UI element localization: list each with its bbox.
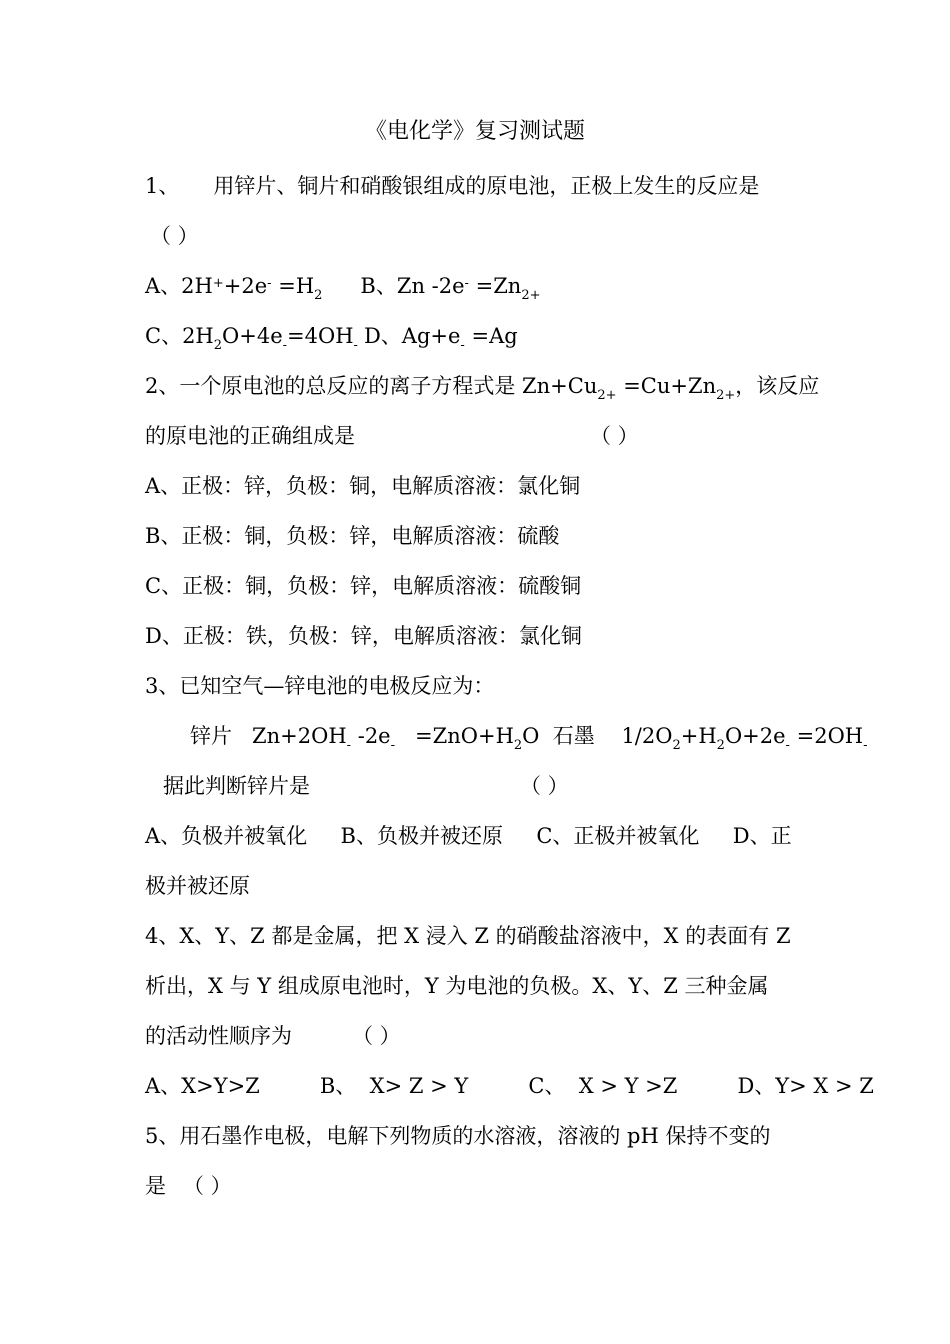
question-2-option-b: B、正极：铜，负极：锌，电解质溶液：硫酸 xyxy=(145,524,560,548)
question-3-judge: 据此判断锌片是 xyxy=(163,774,310,798)
question-1-options-ab: A、$2H^++2e^- =H_2$ B、Zn $-2e^- =Zn_{2+}$ xyxy=(145,274,541,303)
question-2-option-d: D、正极：铁，负极：锌，电解质溶液：氯化铜 xyxy=(145,624,582,648)
question-4-line2: 析出，X 与 Y 组成原电池时，Y 为电池的负极。X、Y、Z 三种金属 xyxy=(145,974,769,998)
question-3-options-line2: 极并被还原 xyxy=(145,874,250,898)
question-2-option-c: C、正极：铜，负极：锌，电解质溶液：硫酸铜 xyxy=(145,574,582,598)
question-1-number: 1、 xyxy=(145,174,180,198)
question-5-line2: 是 xyxy=(145,1174,166,1198)
question-5-paren: （ ） xyxy=(183,1174,232,1198)
question-5-line1: 5、用石墨作电极，电解下列物质的水溶液，溶液的 pH 保持不变的 xyxy=(145,1124,771,1148)
question-4-paren: （ ） xyxy=(352,1024,401,1048)
question-1-options-cd: C、$2H_2O+4e_-=4OH_-$ D、$Ag+e_- =Ag$ xyxy=(145,324,518,353)
question-1-text: 用锌片、铜片和硝酸银组成的原电池，正极上发生的反应是 xyxy=(213,174,760,198)
question-2-stem: 2、一个原电池的总反应的离子方程式是 $Zn+Cu_{2+} =Cu+Zn_{2+}$，该反应 xyxy=(145,374,820,403)
page-title: 《电化学》复习测试题 xyxy=(364,119,585,144)
question-3-stem: 3、已知空气—锌电池的电极反应为： xyxy=(145,674,495,698)
question-3-options-line1: A、负极并被氧化 B、负极并被还原 C、正极并被氧化 D、正 xyxy=(145,824,792,848)
question-4-options: A、X>Y>Z B、 X> Z > Y C、 X > Y >Z D、Y> X > Z xyxy=(145,1074,874,1098)
question-1-paren: （ ） xyxy=(150,224,199,248)
question-4-line1: 4、X、Y、Z 都是金属，把 X 浸入 Z 的硝酸盐溶液中，X 的表面有 Z xyxy=(145,924,791,948)
question-2-paren: （ ） xyxy=(590,424,639,448)
question-1-stem xyxy=(145,172,759,200)
question-3-equation: 锌片 $Zn+2OH_-$ $-2e_- =ZnO+H_2O$ 石墨 $1/2O_2+H_2O+2e_- =2OH_-$ xyxy=(190,724,868,753)
question-3-paren: （ ） xyxy=(520,774,569,798)
question-4-line3: 的活动性顺序为 xyxy=(145,1024,292,1048)
question-2-stem-line2: 的原电池的正确组成是 xyxy=(145,424,355,448)
question-2-option-a: A、正极：锌，负极：铜，电解质溶液：氯化铜 xyxy=(145,474,581,498)
